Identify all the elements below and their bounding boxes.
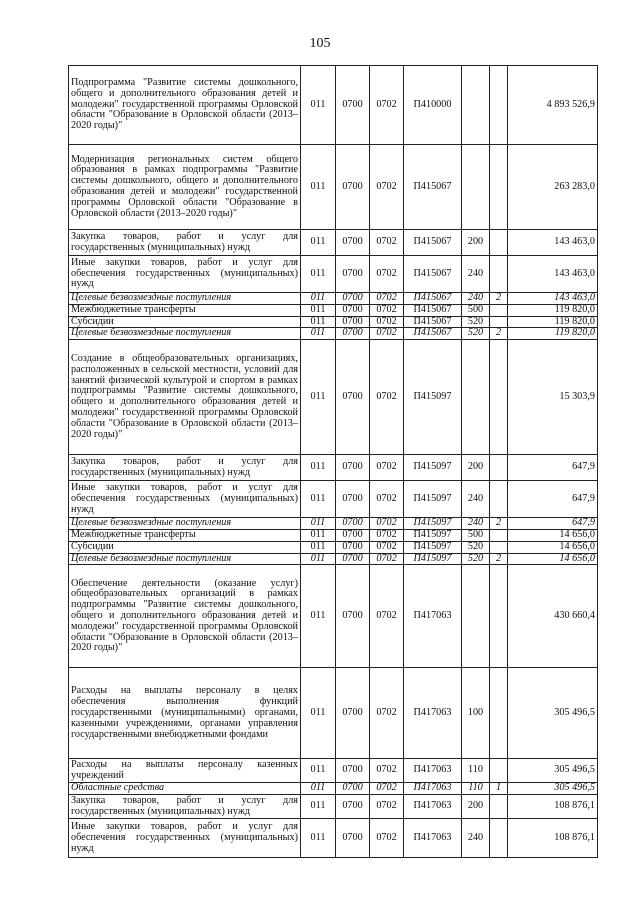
ministry-code-cell: 011 [301,66,336,145]
amount-cell: 263 283,0 [508,145,598,230]
amount-cell: 15 303,9 [508,340,598,455]
section-code-cell: 0700 [336,293,370,305]
funding-source-code-cell [490,529,508,541]
expense-name-cell: Модернизация региональных систем общего образования в рамках подпрограммы "Развитие системы дошкольного, общего и дополнительного образования детей и молодежи" государственной программы Орловской области "Образование в Орловской области (2013–2020 годы)" [69,145,301,230]
ministry-code-cell: 011 [301,316,336,328]
table-row [69,481,598,518]
amount-cell: 14 656,0 [508,529,598,541]
table-row [69,293,598,305]
subsection-code-cell: 0702 [370,145,404,230]
ministry-code-cell: 011 [301,230,336,256]
target-item-code-cell: П415097 [404,518,462,530]
target-item-code-cell: П417063 [404,759,462,783]
section-code-cell: 0700 [336,256,370,293]
ministry-code-cell: 011 [301,340,336,455]
expense-type-code-cell: 500 [462,529,490,541]
ministry-code-cell: 011 [301,481,336,518]
expense-type-code-cell [462,565,490,668]
expense-type-code-cell: 200 [462,230,490,256]
table-row [69,145,598,230]
expense-type-code-cell: 520 [462,316,490,328]
expense-type-code-cell: 500 [462,304,490,316]
expense-type-code-cell: 520 [462,328,490,340]
expense-name-cell: Обеспечение деятельности (оказание услуг) общеобразовательных организаций в рамках подпрограммы "Развитие системы дошкольного, общего и дополнительного образования детей и молодежи" государственной программы Орловской области "Образование в Орловской области (2013–2020 годы)" [69,565,301,668]
target-item-code-cell: П415097 [404,529,462,541]
section-code-cell: 0700 [336,541,370,553]
funding-source-code-cell: 2 [490,328,508,340]
subsection-code-cell: 0702 [370,304,404,316]
amount-cell: 305 496,5 [508,759,598,783]
amount-cell: 143 463,0 [508,230,598,256]
funding-source-code-cell [490,668,508,759]
subsection-code-cell: 0702 [370,481,404,518]
ministry-code-cell: 011 [301,668,336,759]
expense-name-cell: Расходы на выплаты персоналу в целях обеспечения выполнения функций государственными (муниципальными) органами, казенными учреждениями, органами управления государственными внебюджетными фондами [69,668,301,759]
expense-name-cell: Подпрограмма "Развитие системы дошкольного, общего и дополнительного образования детей и молодежи" государственной программы Орловской области "Образование в Орловской области (2013–2020 годы)" [69,66,301,145]
expense-type-code-cell: 240 [462,293,490,305]
expense-type-code-cell: 200 [462,795,490,819]
funding-source-code-cell [490,230,508,256]
table-row [69,795,598,819]
amount-cell: 108 876,1 [508,819,598,858]
expense-name-cell: Целевые безвозмездные поступления [69,553,301,565]
target-item-code-cell: П415067 [404,304,462,316]
table-body [69,66,598,858]
expense-type-code-cell: 240 [462,518,490,530]
funding-source-code-cell [490,145,508,230]
target-item-code-cell: П417063 [404,565,462,668]
ministry-code-cell: 011 [301,455,336,481]
subsection-code-cell: 0702 [370,66,404,145]
expense-type-code-cell: 240 [462,481,490,518]
expense-name-cell: Иные закупки товаров, работ и услуг для обеспечения государственных (муниципальных) нужд [69,481,301,518]
section-code-cell: 0700 [336,668,370,759]
funding-source-code-cell [490,565,508,668]
subsection-code-cell: 0702 [370,230,404,256]
expense-name-cell: Создание в общеобразовательных организациях, расположенных в сельской местности, условий для занятий физической культурой и спортом в рамках подпрограммы "Развитие системы дошкольного, общего и дополнительного образования детей и молодежи" государственной программы Орловской области "Образование в Орловской области (2013–2020 годы)" [69,340,301,455]
funding-source-code-cell: 2 [490,553,508,565]
ministry-code-cell: 011 [301,783,336,795]
ministry-code-cell: 011 [301,256,336,293]
table-row [69,316,598,328]
target-item-code-cell: П415067 [404,145,462,230]
expense-type-code-cell [462,66,490,145]
expense-type-code-cell: 240 [462,819,490,858]
table-row [69,328,598,340]
expense-name-cell: Областные средства [69,783,301,795]
section-code-cell: 0700 [336,565,370,668]
expense-type-code-cell: 240 [462,256,490,293]
funding-source-code-cell [490,481,508,518]
ministry-code-cell: 011 [301,328,336,340]
expense-name-cell: Иные закупки товаров, работ и услуг для обеспечения государственных (муниципальных) нужд [69,256,301,293]
table-row [69,518,598,530]
subsection-code-cell: 0702 [370,795,404,819]
amount-cell: 143 463,0 [508,256,598,293]
target-item-code-cell: П415067 [404,256,462,293]
subsection-code-cell: 0702 [370,256,404,293]
section-code-cell: 0700 [336,553,370,565]
expense-name-cell: Межбюджетные трансферты [69,529,301,541]
amount-cell: 647,9 [508,518,598,530]
ministry-code-cell: 011 [301,553,336,565]
funding-source-code-cell: 1 [490,783,508,795]
ministry-code-cell: 011 [301,819,336,858]
expense-name-cell: Целевые безвозмездные поступления [69,293,301,305]
table-row [69,819,598,858]
expense-type-code-cell: 520 [462,553,490,565]
funding-source-code-cell [490,795,508,819]
subsection-code-cell: 0702 [370,529,404,541]
section-code-cell: 0700 [336,529,370,541]
subsection-code-cell: 0702 [370,455,404,481]
funding-source-code-cell [490,256,508,293]
target-item-code-cell: П417063 [404,783,462,795]
table-row [69,455,598,481]
section-code-cell: 0700 [336,518,370,530]
expense-name-cell: Иные закупки товаров, работ и услуг для обеспечения государственных (муниципальных) нужд [69,819,301,858]
table-row [69,783,598,795]
section-code-cell: 0700 [336,455,370,481]
amount-cell: 305 496,5 [508,668,598,759]
section-code-cell: 0700 [336,230,370,256]
funding-source-code-cell [490,316,508,328]
ministry-code-cell: 011 [301,145,336,230]
expense-name-cell: Целевые безвозмездные поступления [69,518,301,530]
expense-name-cell: Субсидии [69,541,301,553]
amount-cell: 14 656,0 [508,553,598,565]
amount-cell: 143 463,0 [508,293,598,305]
table-row [69,304,598,316]
section-code-cell: 0700 [336,819,370,858]
table-row [69,565,598,668]
ministry-code-cell: 011 [301,293,336,305]
expense-type-code-cell: 520 [462,541,490,553]
section-code-cell: 0700 [336,783,370,795]
target-item-code-cell: П415067 [404,293,462,305]
amount-cell: 119 820,0 [508,304,598,316]
subsection-code-cell: 0702 [370,553,404,565]
amount-cell: 305 496,5 [508,783,598,795]
amount-cell: 14 656,0 [508,541,598,553]
table-row [69,553,598,565]
section-code-cell: 0700 [336,795,370,819]
expense-type-code-cell: 100 [462,668,490,759]
expense-type-code-cell: 110 [462,783,490,795]
table-row [69,529,598,541]
target-item-code-cell: П415097 [404,481,462,518]
table-row [69,759,598,783]
funding-source-code-cell [490,455,508,481]
expense-type-code-cell: 200 [462,455,490,481]
expense-name-cell: Субсидии [69,316,301,328]
table-row [69,541,598,553]
section-code-cell: 0700 [336,759,370,783]
table-row [69,66,598,145]
funding-source-code-cell [490,819,508,858]
target-item-code-cell: П417063 [404,668,462,759]
expense-name-cell: Межбюджетные трансферты [69,304,301,316]
budget-table [68,65,598,858]
subsection-code-cell: 0702 [370,783,404,795]
table-row [69,340,598,455]
section-code-cell: 0700 [336,66,370,145]
amount-cell: 647,9 [508,481,598,518]
funding-source-code-cell [490,759,508,783]
funding-source-code-cell [490,304,508,316]
subsection-code-cell: 0702 [370,518,404,530]
table-row [69,256,598,293]
section-code-cell: 0700 [336,316,370,328]
target-item-code-cell: П417063 [404,819,462,858]
target-item-code-cell: П410000 [404,66,462,145]
target-item-code-cell: П415067 [404,230,462,256]
expense-name-cell: Закупка товаров, работ и услуг для государственных (муниципальных) нужд [69,795,301,819]
ministry-code-cell: 011 [301,795,336,819]
target-item-code-cell: П415097 [404,455,462,481]
ministry-code-cell: 011 [301,541,336,553]
subsection-code-cell: 0702 [370,541,404,553]
target-item-code-cell: П415067 [404,316,462,328]
subsection-code-cell: 0702 [370,316,404,328]
funding-source-code-cell [490,541,508,553]
amount-cell: 430 660,4 [508,565,598,668]
ministry-code-cell: 011 [301,518,336,530]
target-item-code-cell: П415067 [404,328,462,340]
subsection-code-cell: 0702 [370,328,404,340]
subsection-code-cell: 0702 [370,565,404,668]
amount-cell: 4 893 526,9 [508,66,598,145]
funding-source-code-cell [490,340,508,455]
subsection-code-cell: 0702 [370,759,404,783]
target-item-code-cell: П415097 [404,541,462,553]
target-item-code-cell: П417063 [404,795,462,819]
amount-cell: 119 820,0 [508,328,598,340]
funding-source-code-cell [490,66,508,145]
subsection-code-cell: 0702 [370,819,404,858]
funding-source-code-cell: 2 [490,293,508,305]
expense-name-cell: Закупка товаров, работ и услуг для государственных (муниципальных) нужд [69,455,301,481]
page-number: 105 [309,36,331,51]
expense-type-code-cell [462,145,490,230]
ministry-code-cell: 011 [301,759,336,783]
expense-type-code-cell [462,340,490,455]
subsection-code-cell: 0702 [370,668,404,759]
subsection-code-cell: 0702 [370,340,404,455]
ministry-code-cell: 011 [301,304,336,316]
section-code-cell: 0700 [336,145,370,230]
section-code-cell: 0700 [336,328,370,340]
ministry-code-cell: 011 [301,565,336,668]
expense-name-cell: Закупка товаров, работ и услуг для государственных (муниципальных) нужд [69,230,301,256]
expense-name-cell: Расходы на выплаты персоналу казенных учреждений [69,759,301,783]
amount-cell: 108 876,1 [508,795,598,819]
target-item-code-cell: П415097 [404,553,462,565]
ministry-code-cell: 011 [301,529,336,541]
expense-name-cell: Целевые безвозмездные поступления [69,328,301,340]
table-row [69,668,598,759]
amount-cell: 647,9 [508,455,598,481]
funding-source-code-cell: 2 [490,518,508,530]
subsection-code-cell: 0702 [370,293,404,305]
amount-cell: 119 820,0 [508,316,598,328]
table-row [69,230,598,256]
section-code-cell: 0700 [336,304,370,316]
section-code-cell: 0700 [336,481,370,518]
section-code-cell: 0700 [336,340,370,455]
target-item-code-cell: П415097 [404,340,462,455]
expense-type-code-cell: 110 [462,759,490,783]
